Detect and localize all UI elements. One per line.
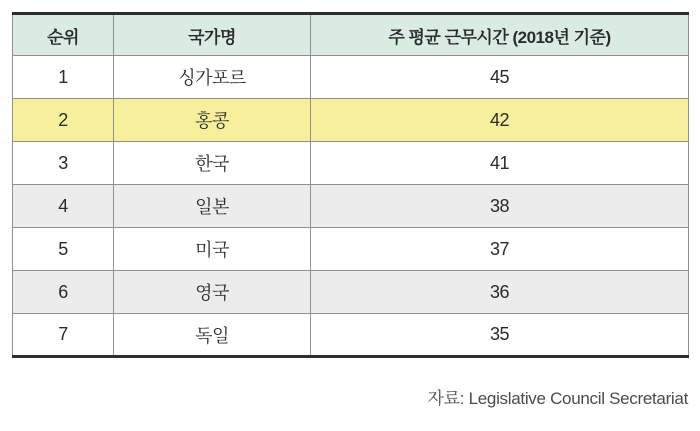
table-row	[13, 56, 689, 99]
hours-cell: 41	[311, 142, 689, 185]
country-cell: 홍콩	[114, 99, 311, 142]
source-label: 자료: Legislative Council Secretariat	[427, 389, 688, 408]
hours-cell: 42	[311, 99, 689, 142]
table-row	[13, 142, 689, 185]
working-hours-table	[12, 12, 689, 358]
rank-cell: 3	[13, 142, 114, 185]
rank-cell: 4	[13, 185, 114, 228]
hours-cell: 37	[311, 228, 689, 271]
hours-cell: 35	[311, 314, 689, 357]
column-header-country: 국가명	[114, 14, 311, 56]
table-row	[13, 271, 689, 314]
hours-cell: 36	[311, 271, 689, 314]
rank-cell: 5	[13, 228, 114, 271]
country-cell: 싱가포르	[114, 56, 311, 99]
country-cell: 일본	[114, 185, 311, 228]
rank-cell: 6	[13, 271, 114, 314]
table-header	[13, 14, 689, 56]
hours-cell: 38	[311, 185, 689, 228]
country-cell: 독일	[114, 314, 311, 357]
column-header-hours: 주 평균 근무시간 (2018년 기준)	[311, 14, 689, 56]
hours-cell: 45	[311, 56, 689, 99]
rank-cell: 1	[13, 56, 114, 99]
rank-cell: 7	[13, 314, 114, 357]
table-row	[13, 99, 689, 142]
working-hours-table-container	[12, 12, 688, 358]
table-row	[13, 228, 689, 271]
header-row	[13, 14, 689, 56]
country-cell: 한국	[114, 142, 311, 185]
table-body	[13, 56, 689, 357]
country-cell: 영국	[114, 271, 311, 314]
column-header-rank: 순위	[13, 14, 114, 56]
country-cell: 미국	[114, 228, 311, 271]
rank-cell: 2	[13, 99, 114, 142]
table-row	[13, 314, 689, 357]
table-row	[13, 185, 689, 228]
